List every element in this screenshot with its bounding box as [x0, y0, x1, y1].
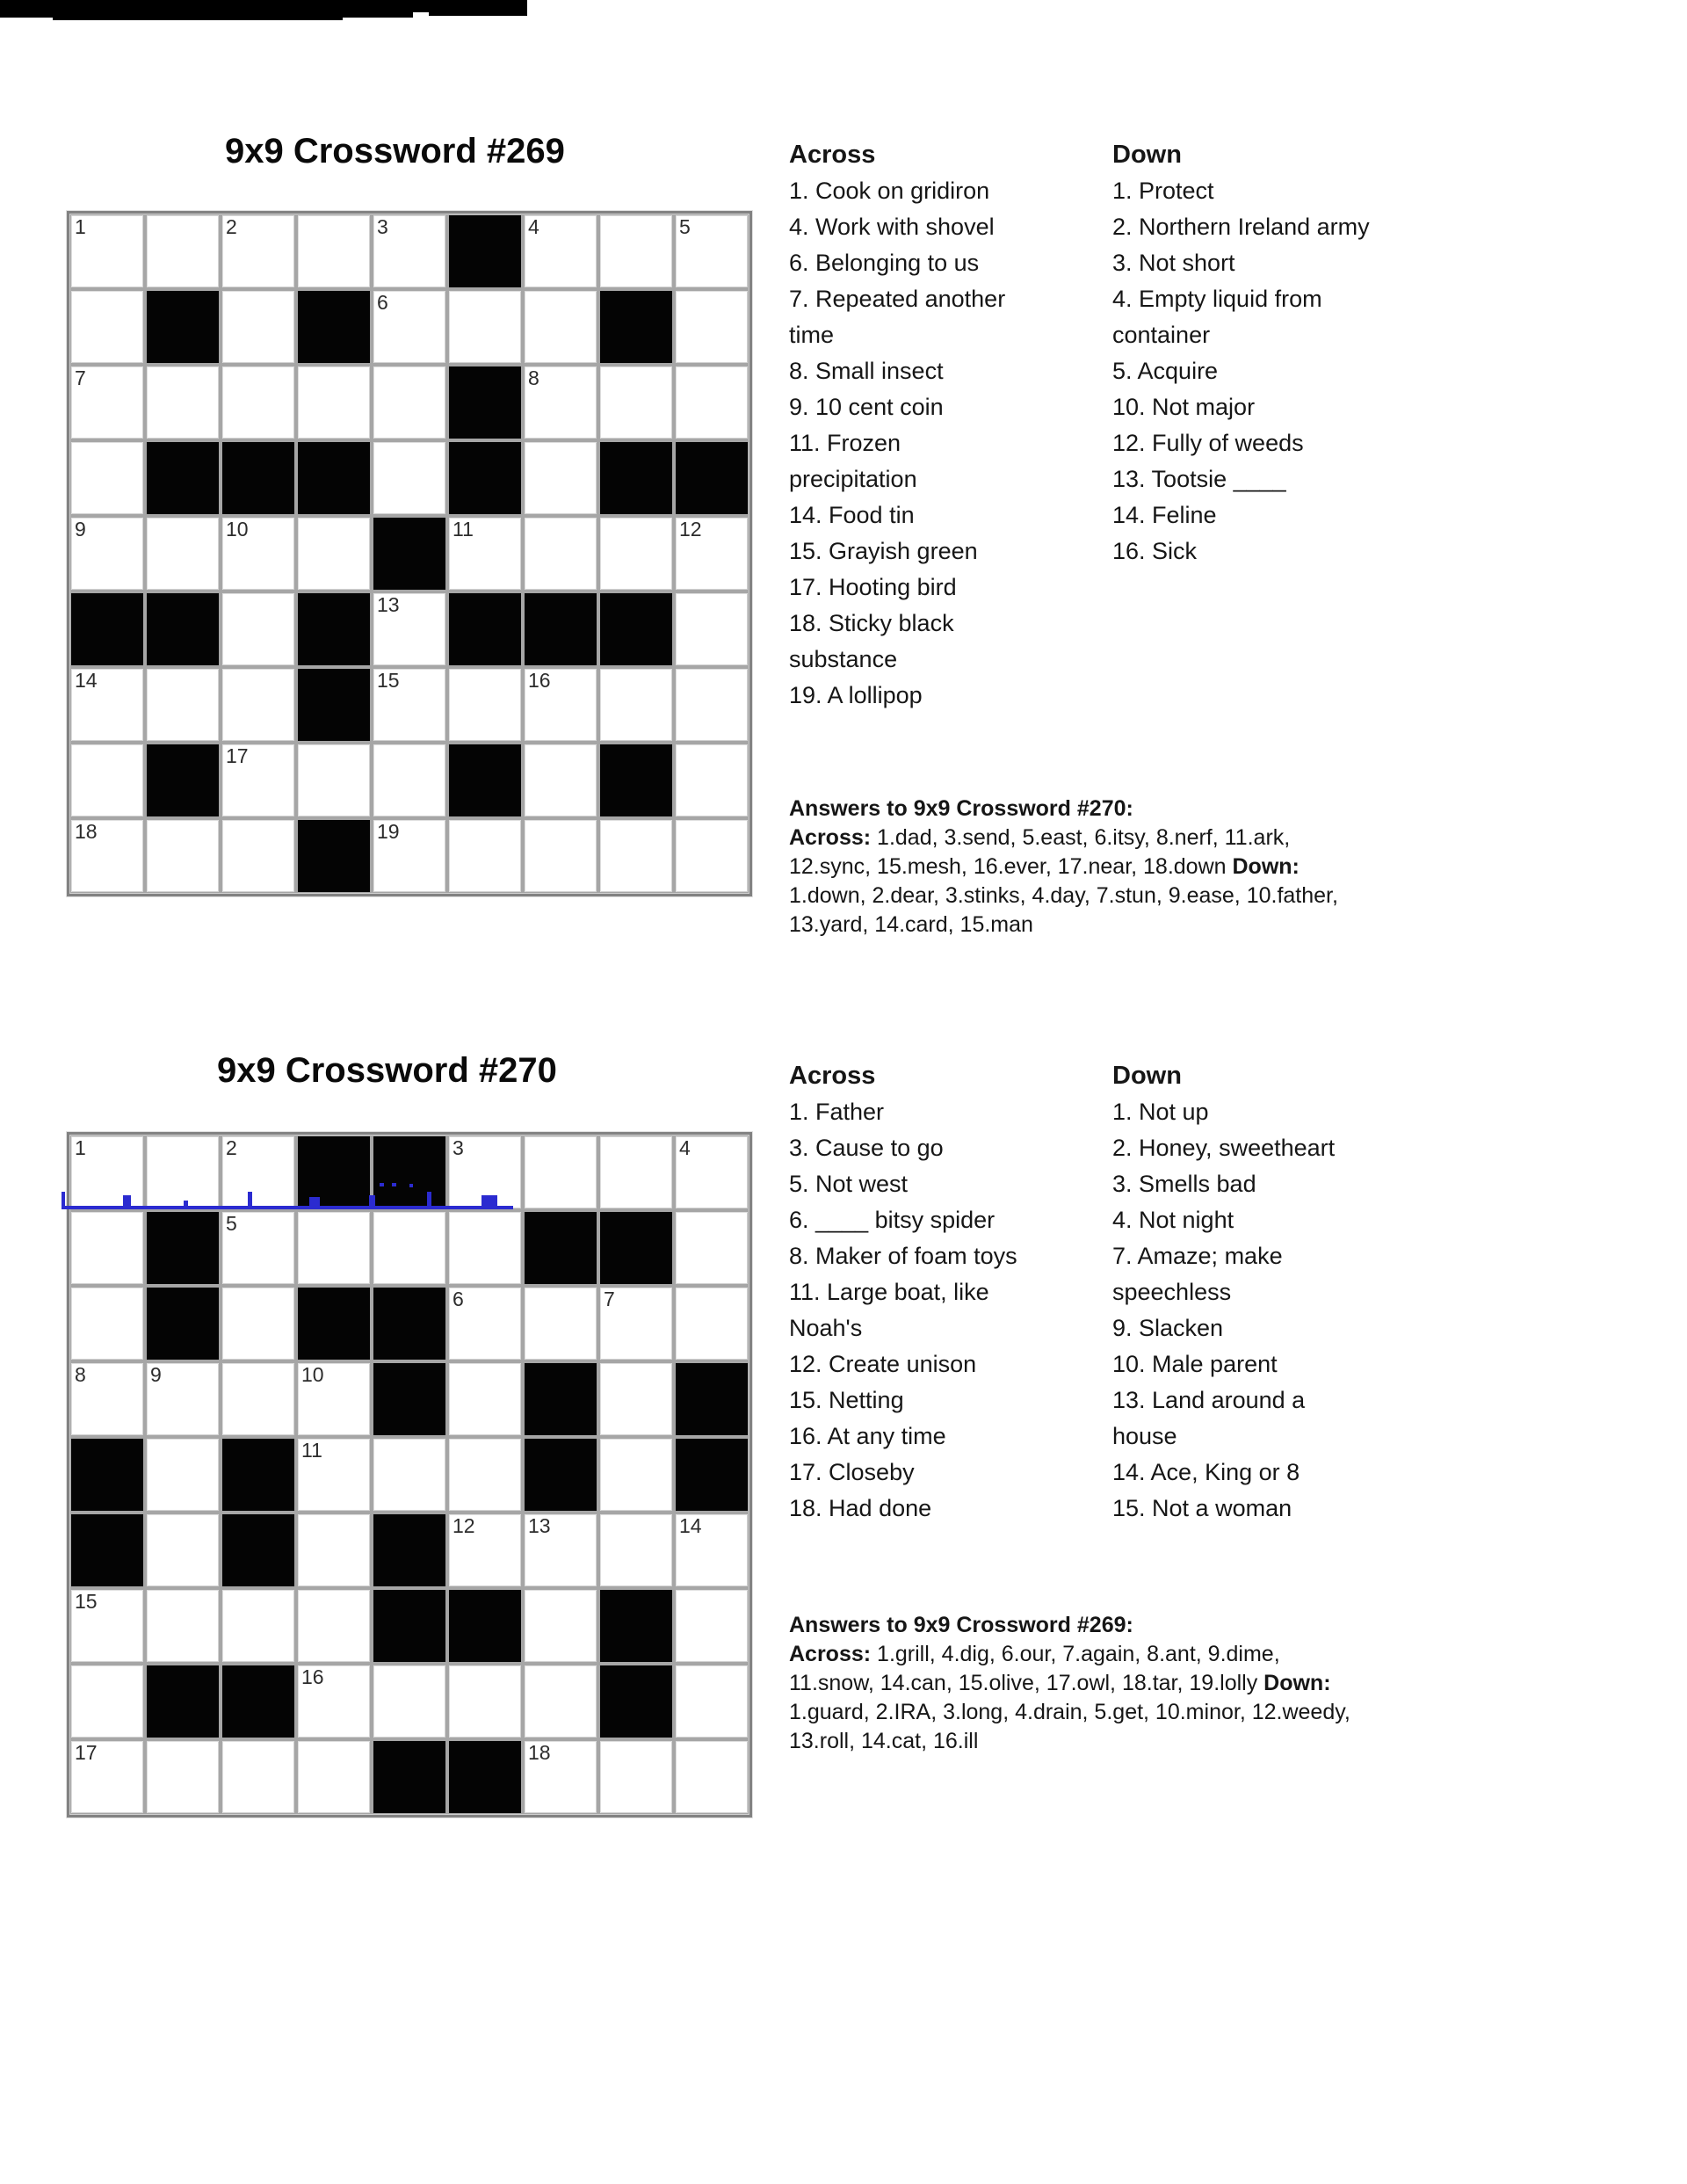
- grid-cell-black: [373, 1288, 445, 1360]
- link-text-fragment: [409, 1184, 413, 1187]
- grid-cell: [222, 744, 294, 816]
- grid-cell-black: [373, 1514, 445, 1586]
- grid-cell: [222, 820, 294, 892]
- grid-cell-black: [676, 1363, 748, 1435]
- grid-cell: [525, 442, 597, 514]
- grid-cell: [222, 669, 294, 741]
- clue-line: 7. Amaze; make: [1112, 1243, 1283, 1269]
- grid-cell: [298, 1363, 370, 1435]
- grid-cell: [298, 518, 370, 590]
- grid-cell: [147, 669, 219, 741]
- grid-cell: [71, 1288, 143, 1360]
- answer-line: Across: 1.grill, 4.dig, 6.our, 7.again, 8.ant, 9.dime,: [789, 1642, 1280, 1666]
- clue-line: 10. Not major: [1112, 394, 1256, 420]
- clue-line: 13. Tootsie ____: [1112, 466, 1286, 492]
- clue-line: 18. Had done: [789, 1495, 932, 1521]
- grid-cell: [676, 669, 748, 741]
- grid-cell: [525, 1741, 597, 1813]
- grid-cell-black: [449, 593, 521, 665]
- clue-line: 2. Honey, sweetheart: [1112, 1135, 1336, 1161]
- grid-cell: [298, 1590, 370, 1662]
- clue-line: 8. Small insect: [789, 358, 944, 384]
- grid-cell-black: [525, 1439, 597, 1511]
- down-clue-list: [1112, 173, 1499, 570]
- clue-line: 14. Ace, King or 8: [1112, 1459, 1300, 1485]
- grid-cell: [600, 1514, 672, 1586]
- clue-line: 1. Not up: [1112, 1099, 1209, 1125]
- grid-cell: [449, 1363, 521, 1435]
- grid-cell: [600, 215, 672, 287]
- grid-cell-black: [147, 1665, 219, 1738]
- grid-cell: [373, 744, 445, 816]
- clue-line: 16. At any time: [789, 1423, 946, 1449]
- answer-line: 11.snow, 14.can, 15.olive, 17.owl, 18.tar, 19.lolly Down:: [789, 1671, 1331, 1695]
- across-clue-list: [789, 1094, 1110, 1527]
- grid-cell: [600, 1439, 672, 1511]
- cell-number: 6: [377, 291, 388, 314]
- grid-cell-black: [298, 1288, 370, 1360]
- grid-cell-black: [676, 1439, 748, 1511]
- cell-number: 9: [150, 1363, 162, 1386]
- grid-cell-black: [373, 518, 445, 590]
- crossword-title: 9x9 Crossword #269: [225, 132, 565, 171]
- grid-cell: [676, 1665, 748, 1738]
- grid-cell-black: [600, 593, 672, 665]
- grid-cell-black: [373, 1363, 445, 1435]
- grid-cell: [676, 366, 748, 439]
- crossword-grid: [67, 211, 752, 896]
- answer-line: 13.roll, 14.cat, 16.ill: [789, 1729, 979, 1753]
- grid-cell: [449, 1439, 521, 1511]
- down-clues: [1112, 137, 1499, 570]
- clue-line: 11. Large boat, like: [789, 1279, 989, 1305]
- grid-cell: [676, 593, 748, 665]
- grid-cell-black: [600, 1665, 672, 1738]
- clue-line: house: [1112, 1423, 1177, 1449]
- answer-line: 12.sync, 15.mesh, 16.ever, 17.near, 18.down Down:: [789, 854, 1300, 879]
- clue-line: container: [1112, 322, 1211, 348]
- grid-cell: [525, 1514, 597, 1586]
- clue-line: 12. Create unison: [789, 1351, 977, 1377]
- grid-cell: [147, 1514, 219, 1586]
- grid-cell: [298, 744, 370, 816]
- cell-number: 10: [301, 1363, 324, 1386]
- grid-cell: [373, 1212, 445, 1284]
- grid-cell: [676, 1136, 748, 1208]
- clue-line: 1. Cook on gridiron: [789, 178, 990, 204]
- grid-cell: [71, 1590, 143, 1662]
- cell-number: 13: [377, 593, 400, 616]
- grid-cell: [298, 1741, 370, 1813]
- scan-artifact-bar: [429, 12, 527, 16]
- grid-cell: [373, 1665, 445, 1738]
- grid-cell: [147, 820, 219, 892]
- grid-cell: [222, 1590, 294, 1662]
- cell-number: 1: [75, 215, 86, 238]
- grid-cell: [71, 1665, 143, 1738]
- grid-cell: [525, 1136, 597, 1208]
- across-clues: [789, 137, 1110, 714]
- link-text-fragment: [184, 1201, 188, 1206]
- clue-line: 3. Cause to go: [789, 1135, 944, 1161]
- link-text-fragment: [481, 1195, 497, 1207]
- clue-line: 19. A lollipop: [789, 682, 923, 708]
- clue-line: 14. Food tin: [789, 502, 915, 528]
- clue-line: 15. Not a woman: [1112, 1495, 1292, 1521]
- clue-line: 17. Hooting bird: [789, 574, 957, 600]
- grid-cell: [222, 215, 294, 287]
- grid-cell-black: [222, 1665, 294, 1738]
- grid-cell-black: [449, 215, 521, 287]
- grid-cell: [600, 1363, 672, 1435]
- answer-line: Across: 1.dad, 3.send, 5.east, 6.itsy, 8.nerf, 11.ark,: [789, 825, 1291, 850]
- grid-cell-black: [600, 744, 672, 816]
- clue-line: 9. Slacken: [1112, 1315, 1224, 1341]
- grid-cell: [71, 744, 143, 816]
- grid-cell: [222, 291, 294, 363]
- grid-cell: [525, 1288, 597, 1360]
- grid-cell: [373, 442, 445, 514]
- grid-cell-black: [147, 1288, 219, 1360]
- grid-cell: [449, 1514, 521, 1586]
- grid-cell: [222, 1288, 294, 1360]
- cell-number: 3: [453, 1136, 464, 1159]
- grid-cell: [298, 366, 370, 439]
- across-clues: [789, 1058, 1110, 1527]
- grid-cell: [373, 669, 445, 741]
- clue-line: 11. Frozen: [789, 430, 901, 456]
- grid-cell: [222, 1136, 294, 1208]
- grid-cell-black: [147, 593, 219, 665]
- grid-cell-black: [147, 291, 219, 363]
- grid-cell: [449, 1665, 521, 1738]
- grid-cell-black: [298, 442, 370, 514]
- grid-cell: [222, 1212, 294, 1284]
- grid-cell: [600, 820, 672, 892]
- clue-line: 6. Belonging to us: [789, 250, 980, 276]
- grid-cell: [449, 1288, 521, 1360]
- link-text-fragment: [369, 1195, 375, 1206]
- clue-line: 18. Sticky black: [789, 610, 954, 636]
- clue-line: 5. Not west: [789, 1171, 909, 1197]
- grid-cell-black: [525, 593, 597, 665]
- grid-cell: [222, 593, 294, 665]
- cell-number: 8: [528, 366, 539, 389]
- down-heading: Down: [1112, 1062, 1182, 1090]
- link-text-fragment: [123, 1195, 131, 1207]
- grid-cell-black: [298, 291, 370, 363]
- scan-artifact-bar: [0, 0, 527, 12]
- grid-cell-black: [449, 442, 521, 514]
- clue-line: substance: [789, 646, 898, 672]
- answer-line: 13.yard, 14.card, 15.man: [789, 912, 1033, 937]
- grid-cell: [71, 820, 143, 892]
- link-text-fragment: [380, 1183, 384, 1186]
- grid-cell: [71, 291, 143, 363]
- grid-cell: [71, 1363, 143, 1435]
- clue-line: 15. Grayish green: [789, 538, 978, 564]
- clue-line: 7. Repeated another: [789, 286, 1006, 312]
- answer-line: 1.guard, 2.IRA, 3.long, 4.drain, 5.get, 10.minor, 12.weedy,: [789, 1700, 1350, 1724]
- clue-line: 14. Feline: [1112, 502, 1217, 528]
- clue-line: 3. Not short: [1112, 250, 1235, 276]
- grid-cell: [676, 1514, 748, 1586]
- cell-number: 2: [226, 215, 237, 238]
- grid-cell: [676, 820, 748, 892]
- grid-cell: [525, 518, 597, 590]
- grid-cell-black: [525, 1363, 597, 1435]
- cell-number: 11: [453, 518, 474, 541]
- clue-line: 3. Smells bad: [1112, 1171, 1256, 1197]
- grid-cell-black: [298, 820, 370, 892]
- cell-number: 4: [528, 215, 539, 238]
- cell-number: 19: [377, 820, 400, 843]
- grid-cell: [71, 518, 143, 590]
- grid-cell-black: [600, 1212, 672, 1284]
- down-clues: [1112, 1058, 1499, 1527]
- link-text-fragment: [248, 1192, 252, 1207]
- grid-cell: [449, 518, 521, 590]
- grid-cell: [525, 215, 597, 287]
- grid-cell-black: [147, 744, 219, 816]
- grid-cell: [373, 291, 445, 363]
- grid-cell-black: [600, 1590, 672, 1662]
- cell-number: 12: [679, 518, 702, 541]
- grid-cell: [600, 1288, 672, 1360]
- clue-line: Noah's: [789, 1315, 863, 1341]
- cell-number: 14: [679, 1514, 702, 1537]
- grid-cell: [373, 593, 445, 665]
- grid-cell: [147, 366, 219, 439]
- grid-cell-black: [222, 1439, 294, 1511]
- grid-cell: [222, 1741, 294, 1813]
- cell-number: 3: [377, 215, 388, 238]
- grid-cell-black: [222, 1514, 294, 1586]
- grid-cell: [449, 669, 521, 741]
- grid-cell: [71, 442, 143, 514]
- cell-number: 15: [377, 669, 400, 692]
- grid-cell: [147, 1741, 219, 1813]
- grid-cell: [676, 1741, 748, 1813]
- clue-line: 2. Northern Ireland army: [1112, 214, 1370, 240]
- crossword-grid: [67, 1132, 752, 1818]
- across-heading: Across: [789, 141, 876, 169]
- grid-cell: [147, 215, 219, 287]
- grid-cell-black: [600, 291, 672, 363]
- grid-cell: [298, 1212, 370, 1284]
- grid-cell: [222, 518, 294, 590]
- clue-line: 4. Not night: [1112, 1207, 1234, 1233]
- grid-cell: [71, 215, 143, 287]
- answer-line: Answers to 9x9 Crossword #269:: [789, 1613, 1133, 1637]
- grid-cell: [525, 1665, 597, 1738]
- clue-line: 15. Netting: [789, 1387, 904, 1413]
- cell-number: 5: [679, 215, 691, 238]
- grid-cell: [676, 1212, 748, 1284]
- scan-artifact-bar: [53, 18, 343, 20]
- grid-cell-black: [71, 1514, 143, 1586]
- grid-cell: [147, 1363, 219, 1435]
- clue-line: 6. ____ bitsy spider: [789, 1207, 996, 1233]
- grid-cell-black: [373, 1741, 445, 1813]
- grid-cell-black: [298, 593, 370, 665]
- across-heading: Across: [789, 1062, 876, 1090]
- cell-number: 10: [226, 518, 249, 541]
- grid-cell: [71, 1212, 143, 1284]
- grid-cell: [222, 366, 294, 439]
- grid-cell: [676, 1288, 748, 1360]
- grid-cell: [298, 215, 370, 287]
- answer-line: Answers to 9x9 Crossword #270:: [789, 796, 1133, 821]
- grid-cell: [298, 1665, 370, 1738]
- grid-cell-black: [449, 1590, 521, 1662]
- cell-number: 11: [301, 1439, 322, 1462]
- clue-line: 8. Maker of foam toys: [789, 1243, 1017, 1269]
- grid-cell: [449, 820, 521, 892]
- down-heading: Down: [1112, 141, 1182, 169]
- clue-line: 10. Male parent: [1112, 1351, 1278, 1377]
- cell-number: 6: [453, 1288, 464, 1310]
- grid-cell: [373, 820, 445, 892]
- clue-line: 16. Sick: [1112, 538, 1198, 564]
- answers-block: [789, 795, 1466, 940]
- clue-line: time: [789, 322, 835, 348]
- cell-number: 18: [75, 820, 98, 843]
- link-text-fragment: [427, 1192, 431, 1206]
- grid-cell: [676, 1590, 748, 1662]
- grid-cell: [525, 291, 597, 363]
- cell-number: 14: [75, 669, 98, 692]
- grid-cell: [298, 1514, 370, 1586]
- grid-cell-black: [449, 366, 521, 439]
- cell-number: 12: [453, 1514, 475, 1537]
- cell-number: 1: [75, 1136, 86, 1159]
- clue-line: speechless: [1112, 1279, 1232, 1305]
- down-clue-list: [1112, 1094, 1499, 1527]
- cell-number: 4: [679, 1136, 691, 1159]
- grid-cell-black: [71, 1439, 143, 1511]
- grid-cell-black: [147, 1212, 219, 1284]
- grid-cell: [676, 518, 748, 590]
- grid-cell: [71, 669, 143, 741]
- grid-cell: [147, 1590, 219, 1662]
- cell-number: 13: [528, 1514, 551, 1537]
- grid-cell-black: [449, 744, 521, 816]
- grid-cell: [298, 1439, 370, 1511]
- clue-line: 5. Acquire: [1112, 358, 1219, 384]
- clue-line: 1. Father: [789, 1099, 885, 1125]
- grid-cell: [676, 215, 748, 287]
- grid-cell: [600, 669, 672, 741]
- link-text-fragment: [392, 1183, 396, 1186]
- grid-cell-black: [373, 1590, 445, 1662]
- cell-number: 16: [528, 669, 551, 692]
- grid-cell: [525, 1590, 597, 1662]
- grid-cell: [600, 366, 672, 439]
- link-text-fragment: [62, 1192, 65, 1207]
- grid-cell: [525, 744, 597, 816]
- cell-number: 5: [226, 1212, 237, 1235]
- grid-cell: [676, 744, 748, 816]
- grid-cell: [147, 1136, 219, 1208]
- cell-number: 16: [301, 1665, 324, 1688]
- grid-cell: [147, 518, 219, 590]
- cell-number: 17: [75, 1741, 98, 1764]
- cell-number: 15: [75, 1590, 98, 1613]
- grid-cell: [373, 215, 445, 287]
- grid-cell-black: [222, 442, 294, 514]
- grid-cell-black: [676, 442, 748, 514]
- grid-cell-black: [147, 442, 219, 514]
- cell-number: 2: [226, 1136, 237, 1159]
- grid-cell: [373, 366, 445, 439]
- link-text-fragment: [309, 1197, 320, 1207]
- grid-cell-black: [600, 442, 672, 514]
- cell-number: 18: [528, 1741, 551, 1764]
- grid-cell-black: [298, 669, 370, 741]
- clue-line: precipitation: [789, 466, 917, 492]
- grid-cell-black: [71, 593, 143, 665]
- grid-cell: [600, 518, 672, 590]
- grid-cell: [373, 1439, 445, 1511]
- grid-cell: [449, 291, 521, 363]
- cell-number: 7: [75, 366, 86, 389]
- grid-cell: [525, 820, 597, 892]
- clue-line: 9. 10 cent coin: [789, 394, 944, 420]
- clue-line: 4. Empty liquid from: [1112, 286, 1322, 312]
- grid-cell-black: [449, 1741, 521, 1813]
- grid-cell: [525, 669, 597, 741]
- answers-block: [789, 1611, 1466, 1756]
- cell-number: 7: [604, 1288, 615, 1310]
- grid-cell-black: [373, 1136, 445, 1208]
- answer-line: 1.down, 2.dear, 3.stinks, 4.day, 7.stun, 9.ease, 10.father,: [789, 883, 1338, 908]
- cell-number: 9: [75, 518, 86, 541]
- grid-cell: [600, 1741, 672, 1813]
- crossword-title: 9x9 Crossword #270: [217, 1051, 557, 1090]
- grid-cell: [71, 1136, 143, 1208]
- grid-cell: [222, 1363, 294, 1435]
- clue-line: 12. Fully of weeds: [1112, 430, 1304, 456]
- cell-number: 17: [226, 744, 249, 767]
- grid-cell: [676, 291, 748, 363]
- grid-cell: [600, 1136, 672, 1208]
- clue-line: 13. Land around a: [1112, 1387, 1306, 1413]
- clue-line: 1. Protect: [1112, 178, 1214, 204]
- grid-cell: [525, 366, 597, 439]
- across-clue-list: [789, 173, 1110, 714]
- grid-cell: [71, 1741, 143, 1813]
- cell-number: 8: [75, 1363, 86, 1386]
- clue-line: 17. Closeby: [789, 1459, 915, 1485]
- clue-line: 4. Work with shovel: [789, 214, 995, 240]
- grid-cell-black: [525, 1212, 597, 1284]
- grid-cell: [449, 1212, 521, 1284]
- grid-cell: [147, 1439, 219, 1511]
- grid-cell: [71, 366, 143, 439]
